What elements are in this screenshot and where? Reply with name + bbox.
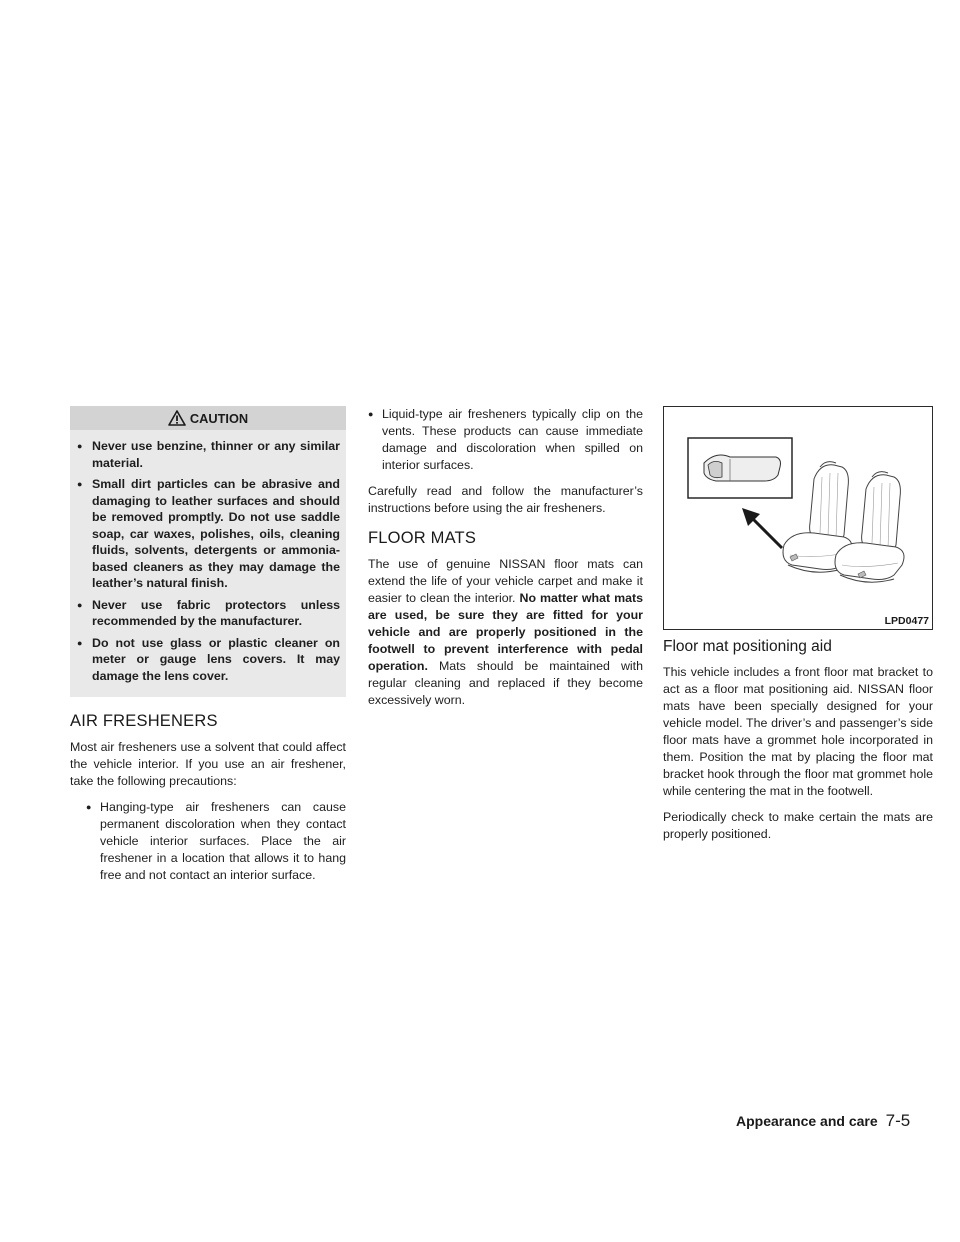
page-number: 7-5: [885, 1111, 911, 1130]
air-fresheners-list-cont: [368, 406, 643, 474]
column-left: [70, 406, 346, 884]
column-right: [663, 406, 933, 852]
caution-item: ● Never use benzine, thinner or any similar material.: [76, 438, 340, 471]
warning-icon: [168, 410, 186, 426]
column-middle: [368, 406, 643, 718]
floor-mats-heading: FLOOR MATS: [368, 529, 477, 547]
page-footer: [736, 1111, 910, 1131]
positioning-aid-heading: Floor mat positioning aid: [663, 638, 832, 655]
floor-mats-warning: No matter what mats are used, be sure they are fitted for your vehicle and are properly positioned in the footwell to prevent interference with pedal operation.: [368, 591, 643, 673]
caution-list: [70, 430, 346, 684]
air-fresheners-heading: AIR FRESHENERS: [70, 712, 218, 730]
caution-header: [70, 406, 346, 430]
floor-mats-text-start: The use of genuine NISSAN floor mats can extend the life of your vehicle carpet and make it easier to clean the interior.: [368, 557, 643, 605]
positioning-aid-para: This vehicle includes a front floor mat bracket to act as a floor mat positioning aid. NISSAN floor mats have been specially designed for your vehicle model. The driver’s and passenger’s side floor mats have a grommet hole incorporated in them. Position the mat by placing the floor mat bracket hook through the floor mat grommet hole while centering the mat in the footwell.: [663, 665, 933, 798]
air-fresheners-closing: Carefully read and follow the manufacturer’s instructions before using the air fresheners.: [368, 484, 643, 515]
figure-code: LPD0477: [884, 615, 929, 627]
caution-box: [70, 406, 346, 697]
floor-mats-text: [368, 556, 643, 709]
list-item: ● Hanging-type air fresheners can cause permanent discoloration when they contact vehicle interior surfaces. Place the air freshener in a location that allows it to hang free and not contact an interior surface.: [70, 799, 346, 884]
floor-mat-figure: [663, 406, 933, 630]
air-fresheners-list: [70, 799, 346, 884]
caution-item: ● Do not use glass or plastic cleaner on meter or gauge lens covers. It may damage the lens cover.: [76, 635, 340, 685]
caution-item: ● Small dirt particles can be abrasive and damaging to leather surfaces and should be removed promptly. Do not use saddle soap, car waxes, polishes, oils, cleaning fluids, solvents, detergents or ammonia-based cleaners as they may damage the leather’s natural finish.: [76, 476, 340, 592]
positioning-aid-para: Periodically check to make certain the mats are properly positioned.: [663, 810, 933, 841]
caution-item: ● Never use fabric protectors unless recommended by the manufacturer.: [76, 597, 340, 630]
footer-section-title: Appearance and care: [736, 1113, 878, 1129]
floor-mat-seat-illustration-icon: [664, 407, 932, 629]
list-item: ● Liquid-type air fresheners typically clip on the vents. These products can cause immediate damage and discoloration when spilled on interior surfaces.: [368, 406, 643, 474]
caution-title: CAUTION: [189, 410, 249, 426]
air-fresheners-intro: Most air fresheners use a solvent that could affect the vehicle interior. If you use an air freshener, take the following precautions:: [70, 740, 346, 788]
floor-mats-text-end: Mats should be maintained with regular cleaning and replaced if they become excessively worn.: [368, 659, 643, 707]
